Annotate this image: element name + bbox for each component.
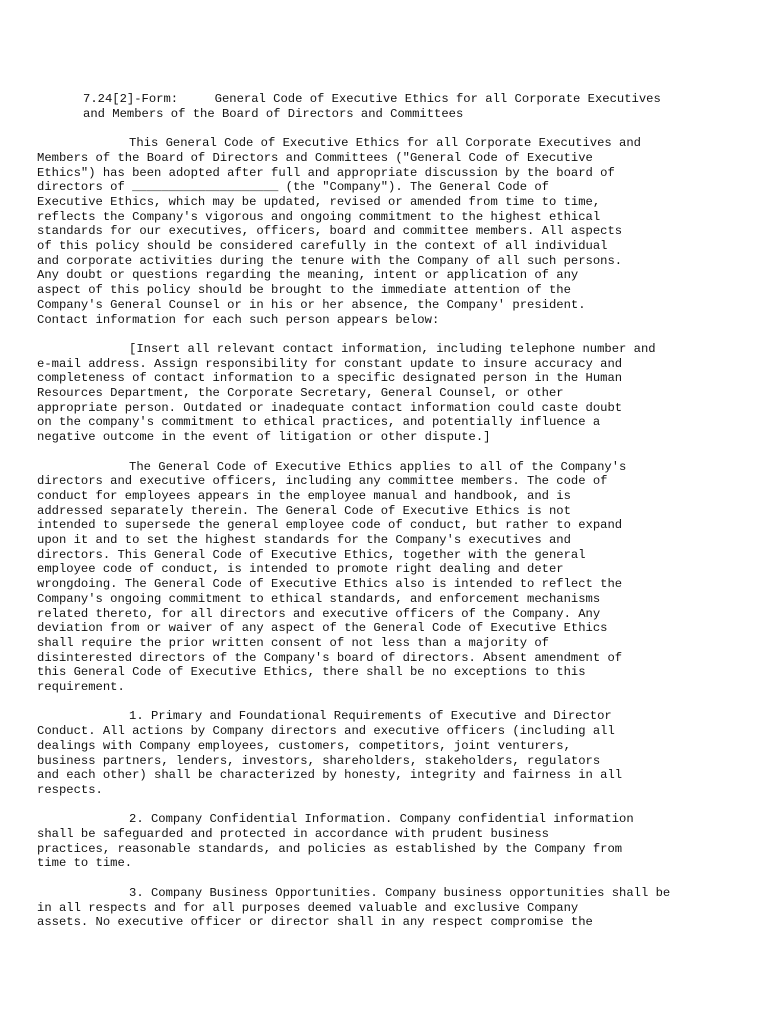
- paragraph-line: Members of the Board of Directors and Committees ("General Code of Executive: [37, 150, 593, 165]
- paragraph-line: intended to supersede the general employee code of conduct, but rather to expand: [37, 518, 623, 533]
- paragraph-line: Ethics") has been adopted after full and appropriate discussion by the board of: [37, 165, 615, 180]
- paragraph-line: directors and executive officers, including any committee members. The code of: [37, 474, 608, 489]
- document-body: [37, 136, 723, 930]
- heading-line: 7.24[2]-Form: General Code of Executive Ethics for all Corporate Executives: [83, 92, 661, 106]
- paragraph-line: wrongdoing. The General Code of Executive Ethics also is intended to reflect the: [37, 577, 623, 592]
- paragraph-line: related thereto, for all directors and executive officers of the Company. Any: [37, 606, 601, 621]
- paragraph-line: Executive Ethics, which may be updated, revised or amended from time to time,: [37, 194, 601, 209]
- paragraph-line: and each other) shall be characterized by honesty, integrity and fairness in all: [37, 768, 623, 783]
- paragraph-line: addressed separately therein. The General Code of Executive Ethics is not: [37, 503, 571, 518]
- paragraph: [37, 136, 723, 327]
- paragraph-line: 3. Company Business Opportunities. Company business opportunities shall be: [129, 885, 671, 900]
- paragraph-line: Contact information for each such person appears below:: [37, 312, 440, 327]
- paragraph-line: conduct for employees appears in the employee manual and handbook, and is: [37, 488, 571, 503]
- paragraph-line: this General Code of Executive Ethics, there shall be no exceptions to this: [37, 665, 586, 680]
- paragraph-line: Company's ongoing commitment to ethical standards, and enforcement mechanisms: [37, 591, 601, 606]
- paragraph: [37, 885, 723, 930]
- paragraph-line: dealings with Company employees, customers, competitors, joint venturers,: [37, 738, 571, 753]
- paragraph-line: assets. No executive officer or director shall in any respect compromise the: [37, 915, 593, 930]
- paragraph-line: disinterested directors of the Company's board of directors. Absent amendment of: [37, 650, 623, 665]
- paragraph-line: Any doubt or questions regarding the meaning, intent or application of any: [37, 268, 579, 283]
- paragraph-line: directors. This General Code of Executive Ethics, together with the general: [37, 547, 586, 562]
- paragraph-line: completeness of contact information to a specific designated person in the Human: [37, 371, 623, 386]
- paragraph-line: in all respects and for all purposes deemed valuable and exclusive Company: [37, 900, 579, 915]
- paragraph-line: reflects the Company's vigorous and ongoing commitment to the highest ethical: [37, 209, 601, 224]
- paragraph-line: The General Code of Executive Ethics applies to all of the Company's: [129, 459, 627, 474]
- paragraph-line: practices, reasonable standards, and policies as established by the Company from: [37, 841, 623, 856]
- paragraph-line: [Insert all relevant contact information, including telephone number and: [129, 341, 656, 356]
- paragraph-line: on the company's commitment to ethical practices, and potentially influence a: [37, 415, 601, 430]
- paragraph-line: standards for our executives, officers, board and committee members. All aspects: [37, 224, 623, 239]
- paragraph-line: deviation from or waiver of any aspect of the General Code of Executive Ethics: [37, 621, 608, 636]
- paragraph-line: Conduct. All actions by Company directors and executive officers (including all: [37, 724, 615, 739]
- paragraph-line: shall require the prior written consent of not less than a majority of: [37, 635, 549, 650]
- paragraph: [37, 709, 723, 797]
- document-page: [37, 92, 723, 945]
- paragraph-line: 2. Company Confidential Information. Company confidential information: [129, 812, 634, 827]
- paragraph-line: shall be safeguarded and protected in accordance with prudent business: [37, 827, 549, 842]
- paragraph-line: upon it and to set the highest standards for the Company's executives and: [37, 533, 571, 548]
- paragraph: [37, 341, 723, 445]
- paragraph-line: requirement.: [37, 680, 125, 695]
- document-heading: [83, 92, 723, 121]
- paragraph: [37, 459, 723, 695]
- paragraph-line: aspect of this policy should be brought to the immediate attention of the: [37, 283, 571, 298]
- paragraph-line: business partners, lenders, investors, shareholders, stakeholders, regulators: [37, 753, 601, 768]
- paragraph-line: Resources Department, the Corporate Secretary, General Counsel, or other: [37, 386, 564, 401]
- paragraph-line: respects.: [37, 782, 103, 797]
- heading-line: and Members of the Board of Directors and Committees: [83, 106, 464, 121]
- paragraph-line: time to time.: [37, 856, 133, 871]
- paragraph-line: and corporate activities during the tenure with the Company of all such persons.: [37, 253, 623, 268]
- paragraph-line: employee code of conduct, is intended to promote right dealing and deter: [37, 562, 564, 577]
- paragraph-line: negative outcome in the event of litigation or other dispute.]: [37, 430, 491, 445]
- paragraph-line: Company's General Counsel or in his or her absence, the Company' president.: [37, 297, 586, 312]
- paragraph-line: directors of ____________________ (the "Company"). The General Code of: [37, 180, 549, 195]
- paragraph-line: e-mail address. Assign responsibility for constant update to insure accuracy and: [37, 356, 623, 371]
- paragraph-line: 1. Primary and Foundational Requirements of Executive and Director: [129, 709, 612, 724]
- paragraph-line: This General Code of Executive Ethics for all Corporate Executives and: [129, 136, 641, 151]
- paragraph-line: appropriate person. Outdated or inadequate contact information could caste doubt: [37, 400, 623, 415]
- paragraph-line: of this policy should be considered carefully in the context of all individual: [37, 239, 608, 254]
- paragraph: [37, 812, 723, 871]
